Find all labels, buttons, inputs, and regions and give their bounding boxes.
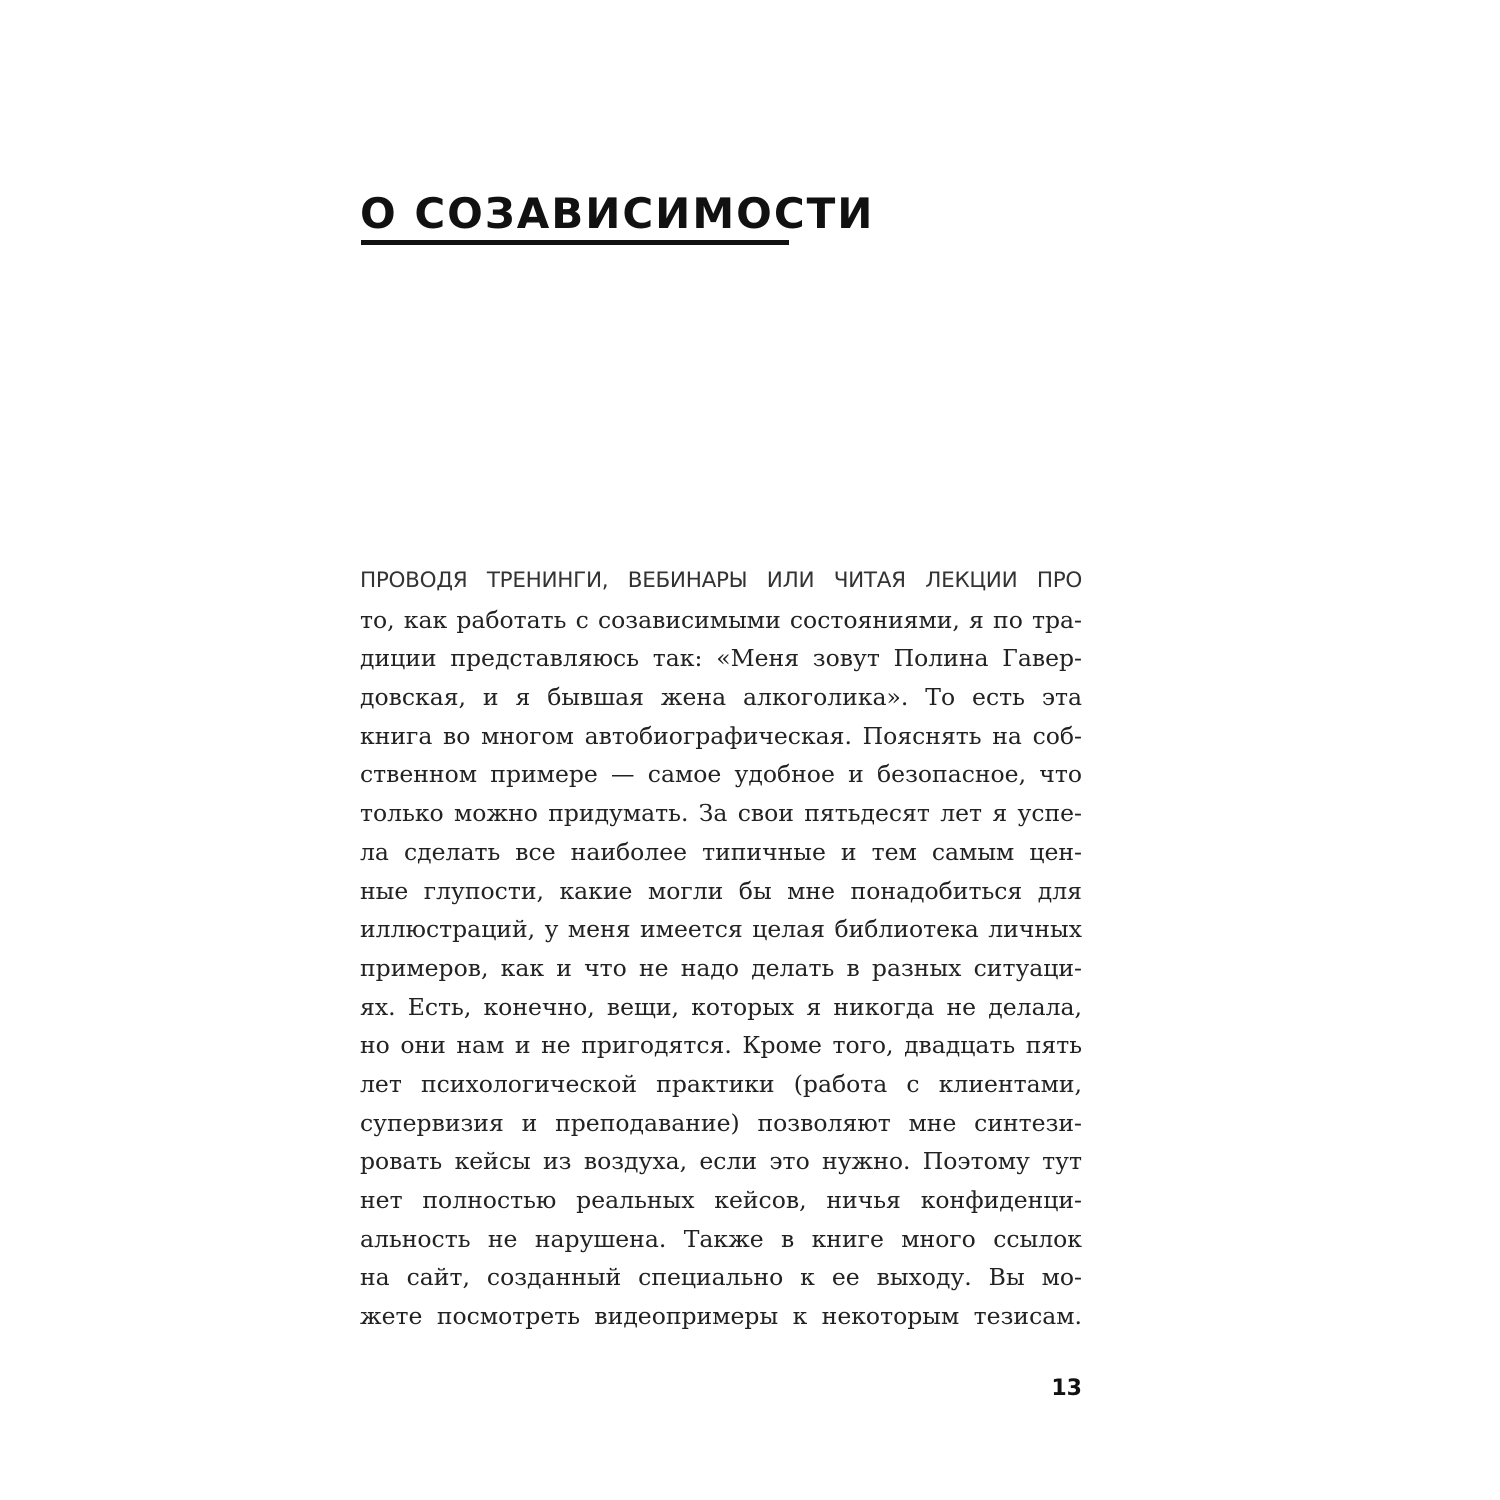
text-line: примеров, как и что не надо делать в разных ситуаци- [360,953,1082,982]
text-line: ственном примере — самое удобное и безопасное, что [360,760,1082,789]
text-line: диции представляюсь так: «Меня зовут Полина Гавер- [360,644,1082,673]
text-line: ях. Есть, конечно, вещи, которых я никогда не делала, [360,992,1082,1021]
title-underline [361,240,789,245]
text-line: книга во многом автобиографическая. Пояснять на соб- [360,721,1082,750]
text-line: только можно придумать. За свои пятьдесят лет я успе- [360,799,1082,828]
text-line: нет полностью реальных кейсов, ничья конфиденци- [360,1186,1082,1214]
text-line: но они нам и не пригодятся. Кроме того, двадцать пять [360,1031,1082,1060]
text-line: то, как работать с созависимыми состояниями, я по тра- [360,605,1082,634]
text-line: ровать кейсы из воздуха, если это нужно. Поэтому тут [360,1147,1082,1176]
text-line: лет психологической практики (работа с клиентами, [360,1069,1082,1098]
text-line: иллюстраций, у меня имеется целая библиотека личных [360,915,1082,944]
body-paragraph [360,562,1082,1336]
text-line: альность не нарушена. Также в книге много ссылок [360,1224,1082,1253]
text-line: на сайт, созданный специально к ее выходу. Вы мо- [360,1263,1082,1292]
text-line: ные глупости, какие могли бы мне понадобиться для [360,876,1082,905]
text-line: ПРОВОДЯ ТРЕНИНГИ, ВЕБИНАРЫ ИЛИ ЧИТАЯ ЛЕКЦИИ ПРО [360,568,1082,593]
page-number: 13 [1051,1376,1082,1401]
text-line: довская, и я бывшая жена алкоголика». То есть эта [360,683,1082,712]
chapter-title: О СОЗАВИСИМОСТИ [360,189,875,238]
text-line: жете посмотреть видеопримеры к некоторым тезисам. [360,1302,1082,1331]
text-line: ла сделать все наиболее типичные и тем самым цен- [360,837,1082,866]
text-line: супервизия и преподавание) позволяют мне синтези- [360,1108,1082,1137]
